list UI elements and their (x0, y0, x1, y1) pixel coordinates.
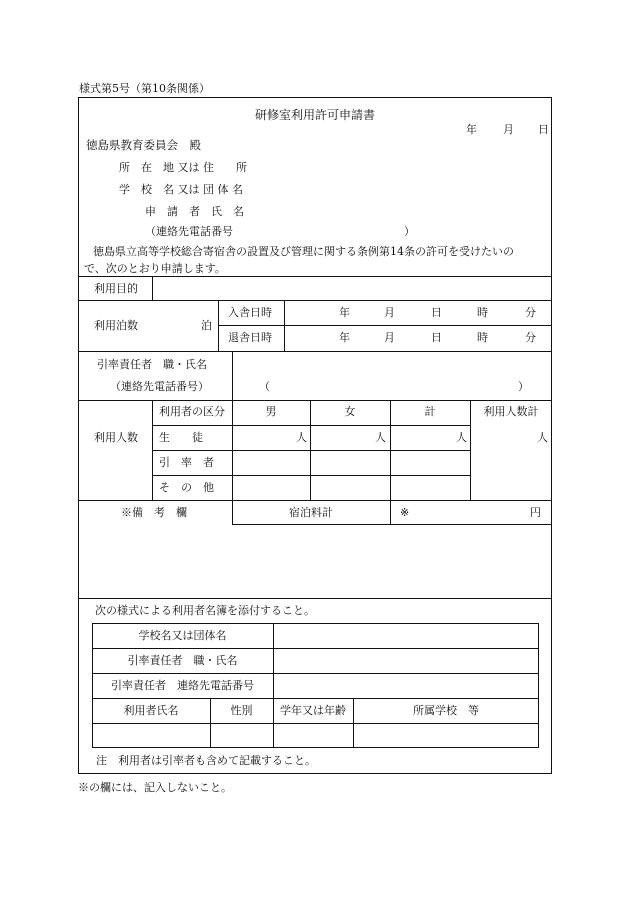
users-count-label: 利用人数 (94, 431, 138, 444)
checkin-hour-unit: 時 (477, 306, 488, 319)
nights-unit: 泊 (201, 319, 212, 332)
school-name-label: 学 校 名 又は 団 体 名 (119, 183, 243, 196)
leader-field[interactable] (236, 354, 548, 396)
nights-field[interactable] (156, 303, 196, 348)
checkin-minute-unit: 分 (525, 306, 536, 319)
stay-nights-label: 利用泊数 (94, 319, 138, 332)
header-male: 男 (265, 405, 277, 418)
addressee: 徳島県教育委員会 殿 (86, 138, 201, 152)
header-users-total: 利用人数計 (483, 405, 539, 418)
row-chaperones-label: 引 率 者 (159, 456, 214, 469)
leader-paren-open: （ (259, 380, 270, 393)
leader-label: 引率責任者 職・氏名 (97, 358, 207, 371)
row-others-label: そ の 他 (159, 481, 214, 494)
applicant-phone-label: （連絡先電話番号 (145, 225, 233, 238)
checkin-day-unit: 日 (431, 306, 442, 319)
checkout-year-unit: 年 (339, 331, 350, 344)
form-number: 様式第5号（第10条関係） (79, 82, 210, 95)
checkin-label: 入舎日時 (228, 306, 272, 319)
students-total-unit: 人 (456, 431, 467, 444)
statement-line1: 徳島県立高等学校総合寄宿舎の設置及び管理に関する条例第14条の許可を受けたいの (93, 245, 514, 258)
checkout-month-unit: 月 (384, 331, 395, 344)
fee-yen-unit: 円 (530, 506, 541, 519)
leader-paren-close: ） (518, 380, 529, 393)
roster-leader-label: 引率責任者 職・氏名 (127, 654, 238, 667)
checkout-hour-unit: 時 (477, 331, 488, 344)
roster-col-gender: 性別 (230, 704, 253, 717)
leader-phone-label: （連絡先電話番号） (110, 380, 209, 393)
users-total-unit: 人 (537, 431, 548, 444)
purpose-field[interactable] (156, 278, 548, 298)
roster-col-school: 所属学校 等 (413, 704, 479, 717)
roster-col-grade: 学年又は年齢 (280, 704, 346, 717)
header-total: 計 (424, 405, 436, 418)
footer-note: ※の欄には、記入しないこと。 (78, 781, 232, 794)
header-female: 女 (344, 405, 356, 418)
address-label: 所 在 地 又は 住 所 (119, 161, 247, 174)
roster-leader-phone-label: 引率責任者 連絡先電話番号 (111, 679, 254, 692)
header-user-category: 利用者の区分 (159, 405, 225, 418)
date-year-label: 年 (466, 123, 477, 136)
row-students-label: 生 徒 (159, 431, 203, 444)
fee-mark: ※ (400, 506, 410, 519)
applicant-phone-close: ） (404, 225, 415, 238)
purpose-label: 利用目的 (94, 282, 138, 295)
students-male-unit: 人 (296, 431, 307, 444)
checkout-day-unit: 日 (431, 331, 442, 344)
form-title: 研修室利用許可申請書 (254, 108, 375, 122)
checkout-minute-unit: 分 (525, 331, 536, 344)
applicant-name-label: 申 請 者 氏 名 (145, 205, 244, 218)
note-inside: 注 利用者は引率者も含めて記載すること。 (96, 754, 316, 767)
roster-col-name: 利用者氏名 (123, 704, 179, 717)
students-female-unit: 人 (375, 431, 386, 444)
checkin-year-unit: 年 (339, 306, 350, 319)
roster-school-label: 学校名又は団体名 (138, 629, 227, 642)
statement-line2: で、次のとおり申請します。 (84, 262, 226, 275)
checkin-month-unit: 月 (384, 306, 395, 319)
remarks-label: ※備 考 欄 (121, 506, 187, 519)
date-month-label: 月 (503, 123, 514, 136)
attach-instruction: 次の様式による利用者名簿を添付すること。 (95, 604, 315, 617)
checkout-label: 退舎日時 (228, 331, 272, 344)
fee-total-label: 宿泊料計 (289, 506, 333, 519)
date-day-label: 日 (538, 123, 549, 136)
